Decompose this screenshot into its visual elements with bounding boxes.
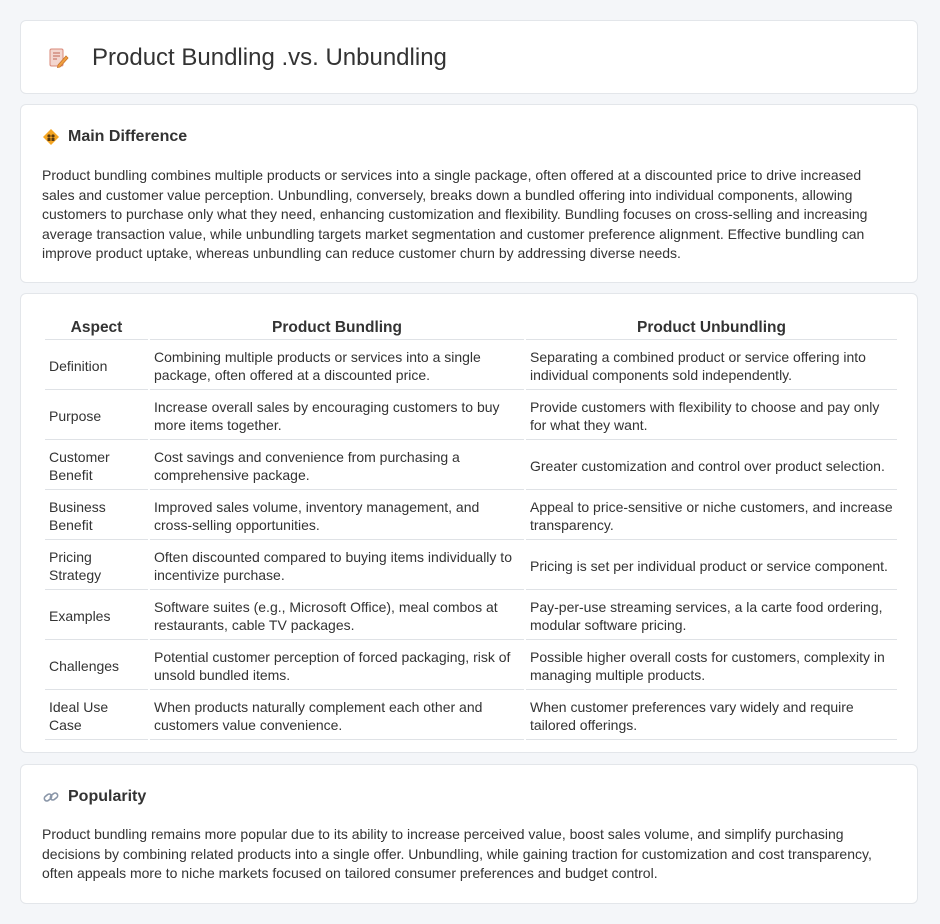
row-unbundling: Greater customization and control over product selection. [526,442,897,490]
row-unbundling: Separating a combined product or service offering into individual components sold independently. [526,342,897,390]
table-row [45,692,897,740]
link-icon [42,788,60,806]
table-row [45,392,897,440]
row-aspect: Pricing Strategy [45,542,148,590]
row-unbundling: Pay-per-use streaming services, a la carte food ordering, modular software pricing. [526,592,897,640]
row-bundling: Often discounted compared to buying items individually to incentivize purchase. [150,542,524,590]
row-aspect: Customer Benefit [45,442,148,490]
row-unbundling: When customer preferences vary widely and require tailored offerings. [526,692,897,740]
popularity-card [20,764,918,904]
row-bundling: Increase overall sales by encouraging customers to buy more items together. [150,392,524,440]
row-aspect: Examples [45,592,148,640]
table-row [45,492,897,540]
table-row [45,592,897,640]
title-card [20,20,918,94]
row-unbundling: Possible higher overall costs for customers, complexity in managing multiple products. [526,642,897,690]
row-aspect: Definition [45,342,148,390]
row-bundling: Software suites (e.g., Microsoft Office), meal combos at restaurants, cable TV packages. [150,592,524,640]
page-title: Product Bundling .vs. Unbundling [92,44,447,71]
table-row [45,342,897,390]
row-aspect: Challenges [45,642,148,690]
main-difference-card [20,104,918,283]
row-unbundling: Appeal to price-sensitive or niche customers, and increase transparency. [526,492,897,540]
comparison-card [20,293,918,753]
table-row [45,642,897,690]
row-unbundling: Pricing is set per individual product or service component. [526,542,897,590]
popularity-heading [42,787,146,807]
main-difference-label: Main Difference [68,128,188,145]
table-row [45,542,897,590]
main-difference-text: Product bundling combines multiple products or services into a single package, often offered at a discounted price to drive increased sales and customer value perception. Unbundling, conversely, breaks down a bundled offering into individual components, allowing customers to purchase only what they need, enhancing customization and flexibility. Bundling focuses on cross-selling and increasing average transaction value, while unbundling targets market segmentation and customer preference alignment. Effective bundling can improve product uptake, whereas unbundling can reduce customer churn by addressing diverse needs. [42,167,868,262]
row-unbundling: Provide customers with flexibility to choose and pay only for what they want. [526,392,897,440]
row-bundling: Cost savings and convenience from purchasing a comprehensive package. [150,442,524,490]
main-difference-heading [42,127,187,147]
diamond-people-icon [42,128,60,146]
row-aspect: Business Benefit [45,492,148,540]
row-bundling: Potential customer perception of forced packaging, risk of unsold bundled items. [150,642,524,690]
row-bundling: Improved sales volume, inventory management, and cross-selling opportunities. [150,492,524,540]
comparison-table [43,314,899,742]
row-aspect: Ideal Use Case [45,692,148,740]
popularity-text: Product bundling remains more popular due to its ability to increase perceived value, boost sales volume, and simplify purchasing decisions by combining related products into a single offer. Unbundling, while gaining traction for customization and cost transparency, often appeals more to niche markets focused on tailored consumer preferences and budget control. [42,826,872,882]
header-aspect: Aspect [45,316,148,340]
header-bundling: Product Bundling [150,316,524,340]
row-bundling: Combining multiple products or services into a single package, often offered at a discounted price. [150,342,524,390]
document-pencil-icon [47,47,69,69]
table-header-row [45,316,897,340]
row-bundling: When products naturally complement each other and customers value convenience. [150,692,524,740]
table-row [45,442,897,490]
row-aspect: Purpose [45,392,148,440]
header-unbundling: Product Unbundling [526,316,897,340]
popularity-label: Popularity [68,788,147,805]
